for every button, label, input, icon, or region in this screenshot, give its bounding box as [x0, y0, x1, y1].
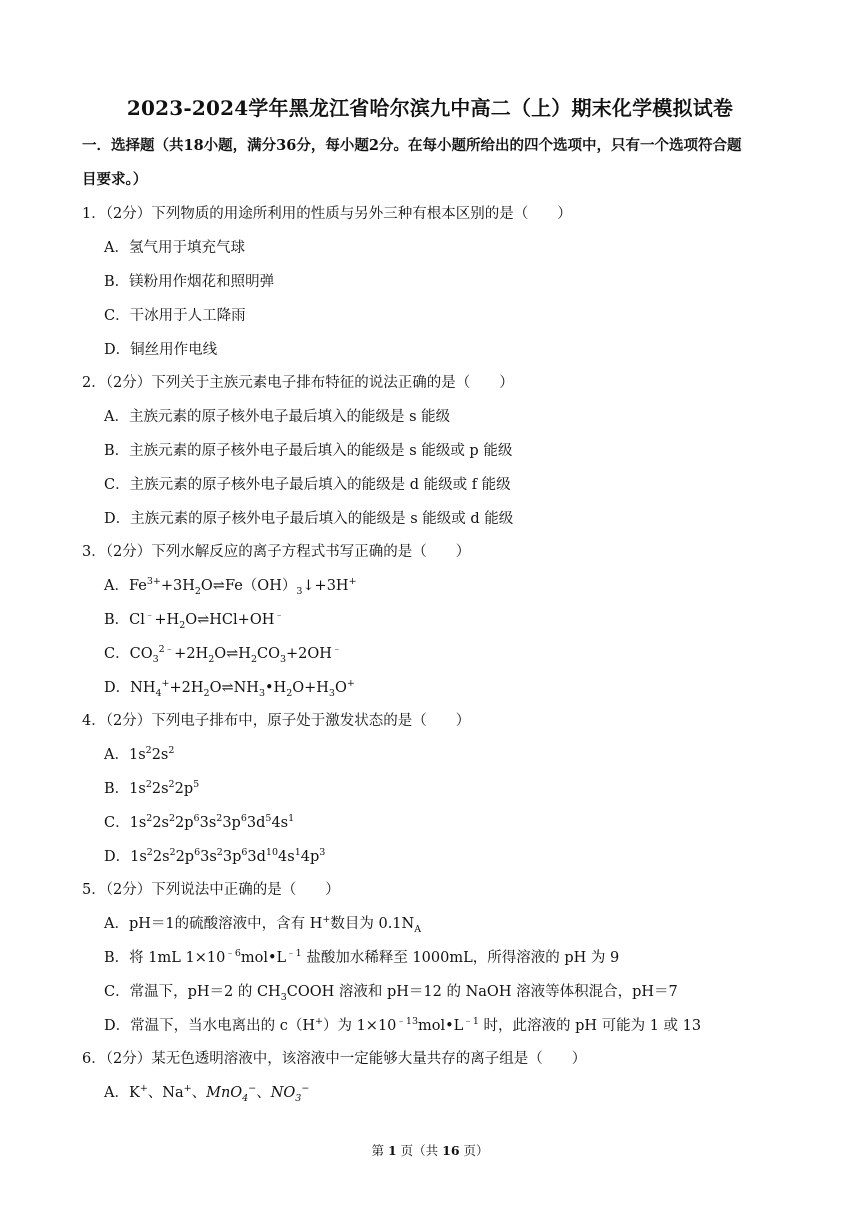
question-4-option-a: A．$1s^22s^2$ [104, 745, 175, 763]
section-heading-line2: 目要求。） [82, 171, 148, 188]
question-4-stem: 4．（2分）下列电子排布中，原子处于激发状态的是（ ） [82, 713, 471, 729]
question-4-option-c: C．$1s^22s^22p^63s^23p^63d^54s^1$ [104, 813, 295, 831]
question-6-option-a: A．K+、Na+、MnO$_4$−、$NO_3^-$ [104, 1083, 310, 1104]
page-number: 1 [387, 1143, 397, 1158]
question-5-option-b: B．将 1mL $1\times 10^{﹣6}mol•L^{﹣1}$ 盐酸加水稀释至 1000mL，所得溶液的 pH 为 9 [104, 948, 620, 966]
question-2-option-d: D．主族元素的原子核外电子最后填入的能级是 s 能级或 d 能级 [104, 511, 514, 527]
section-heading-line1: 一．选择题（共18小题，满分36分，每小题2分。在每小题所给出的四个选项中，只有一个选项符合题 [82, 137, 742, 154]
question-5-option-a: A．pH＝1的硫酸溶液中，含有 H+数目为 $0.1N_A$ [104, 914, 422, 935]
question-1-option-a: A．氢气用于填充气球 [104, 240, 245, 256]
question-1-stem: 1．（2分）下列物质的用途所利用的性质与另外三种有根本区别的是（ ） [82, 206, 572, 222]
question-2-option-b: B．主族元素的原子核外电子最后填入的能级是 s 能级或 p 能级 [104, 443, 513, 459]
question-3-stem: 3．（2分）下列水解反应的离子方程式书写正确的是（ ） [82, 544, 471, 560]
question-1-option-c: C．干冰用于人工降雨 [104, 308, 246, 324]
question-2-option-c: C．主族元素的原子核外电子最后填入的能级是 d 能级或 f 能级 [104, 477, 511, 493]
question-2-option-a: A．主族元素的原子核外电子最后填入的能级是 s 能级 [104, 409, 451, 425]
page-footer: 第 1 页（共 16 页） [371, 1143, 489, 1158]
question-1-option-d: D．铜丝用作电线 [104, 342, 218, 358]
question-3-option-c: C．$CO_3^{2﹣}+2H_2O\rightleftharpoons H_2CO_3+2OH^﹣$ [104, 644, 342, 665]
page-total: 16 [442, 1143, 460, 1158]
question-5-stem: 5．（2分）下列说法中正确的是（ ） [82, 882, 340, 898]
question-4-option-b: B．$1s^22s^22p^5$ [104, 779, 200, 797]
question-3-option-d: D．$NH_4^++2H_2O\rightleftharpoons NH_3•H_2O+H_3O^+$ [104, 678, 355, 699]
question-3-option-b: B．$Cl^﹣+H_2O\rightleftharpoons HCl+OH^﹣$ [104, 610, 284, 631]
question-5-option-d: D．常温下，当水电离出的 c（H+）为 $1\times 10^{﹣13}mol•L^{﹣1}$ 时，此溶液的 pH 可能为 1 或 13 [104, 1016, 702, 1034]
question-1-option-b: B．镁粉用作烟花和照明弹 [104, 274, 275, 290]
question-3-option-a: A．$Fe^{3+}+3H_2O\rightleftharpoons Fe(OH)_3↓+3H^+$ [104, 576, 357, 597]
question-4-option-d: D．$1s^22s^22p^63s^23p^63d^{10}4s^14p^3$ [104, 847, 326, 865]
question-6-stem: 6．（2分）某无色透明溶液中，该溶液中一定能够大量共存的离子组是（ ） [82, 1051, 587, 1067]
question-5-option-c: C．常温下，pH＝2 的 $CH_3COOH$ 溶液和 pH＝12 的 NaOH 溶液等体积混合，pH＝7 [104, 984, 678, 1003]
page-title: 2023-2024学年黑龙江省哈尔滨九中高二（上）期末化学模拟试卷 [126, 96, 734, 120]
question-2-stem: 2．（2分）下列关于主族元素电子排布特征的说法正确的是（ ） [82, 375, 514, 391]
